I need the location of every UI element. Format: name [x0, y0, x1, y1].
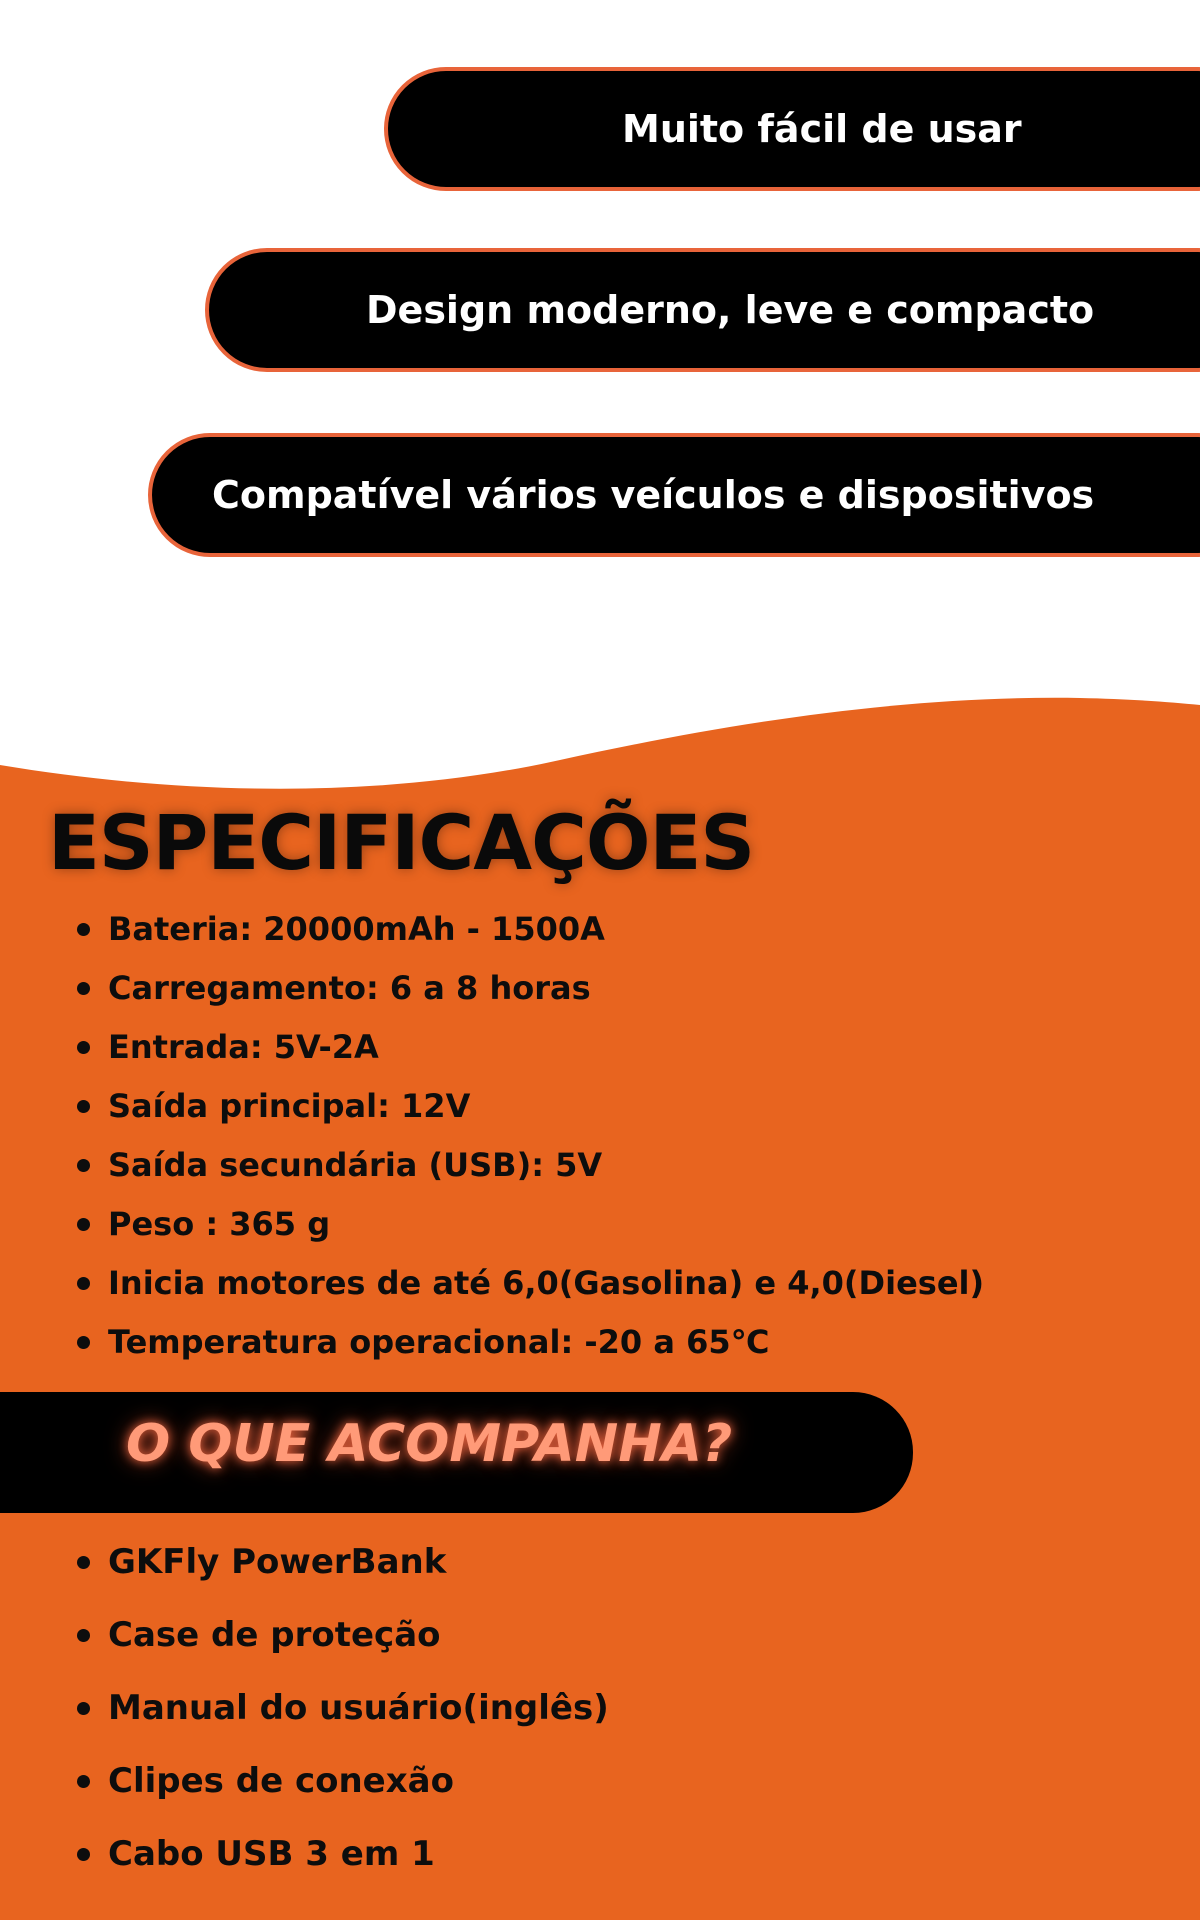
bullet-icon	[77, 1218, 90, 1231]
list-item	[0, 1200, 984, 1259]
included-heading: O QUE ACOMPANHA?	[126, 1414, 733, 1474]
bullet-icon	[77, 1775, 90, 1788]
list-item-text: Clipes de conexão	[108, 1761, 454, 1801]
specifications-list	[0, 905, 984, 1377]
specifications-heading: ESPECIFICAÇÕES	[48, 798, 755, 887]
bullet-icon	[77, 1100, 90, 1113]
bullet-icon	[77, 1277, 90, 1290]
bullet-icon	[77, 1848, 90, 1861]
list-item	[0, 1141, 984, 1200]
feature-pill-compatibility	[148, 433, 1200, 557]
list-item	[0, 1259, 984, 1318]
bullet-icon	[77, 1336, 90, 1349]
feature-pill-modern-design	[205, 248, 1200, 372]
list-item	[0, 1537, 609, 1610]
feature-pill-label: Muito fácil de usar	[622, 107, 1022, 151]
list-item-text: Carregamento: 6 a 8 horas	[108, 969, 591, 1007]
list-item	[0, 1318, 984, 1377]
bullet-icon	[77, 923, 90, 936]
list-item-text: Temperatura operacional: -20 a 65℃	[108, 1323, 770, 1361]
list-item	[0, 905, 984, 964]
list-item-text: GKFly PowerBank	[108, 1542, 447, 1582]
list-item	[0, 1082, 984, 1141]
included-items-list	[0, 1537, 609, 1902]
bullet-icon	[77, 1041, 90, 1054]
list-item	[0, 1023, 984, 1082]
list-item-text: Saída secundária (USB): 5V	[108, 1146, 603, 1184]
list-item	[0, 1610, 609, 1683]
list-item-text: Case de proteção	[108, 1615, 441, 1655]
list-item-text: Cabo USB 3 em 1	[108, 1834, 435, 1874]
feature-pill-easy-use	[384, 67, 1200, 191]
list-item-text: Peso : 365 g	[108, 1205, 331, 1243]
list-item	[0, 964, 984, 1023]
bullet-icon	[77, 1556, 90, 1569]
list-item-text: Bateria: 20000mAh - 1500A	[108, 910, 605, 948]
feature-pill-label: Compatível vários veículos e dispositivos	[212, 473, 1095, 517]
list-item-text: Entrada: 5V-2A	[108, 1028, 379, 1066]
feature-pill-label: Design moderno, leve e compacto	[366, 288, 1095, 332]
list-item	[0, 1683, 609, 1756]
list-item	[0, 1829, 609, 1902]
bullet-icon	[77, 1629, 90, 1642]
list-item-text: Manual do usuário(inglês)	[108, 1688, 609, 1728]
list-item	[0, 1756, 609, 1829]
bullet-icon	[77, 1702, 90, 1715]
bullet-icon	[77, 1159, 90, 1172]
list-item-text: Saída principal: 12V	[108, 1087, 471, 1125]
bullet-icon	[77, 982, 90, 995]
list-item-text: Inicia motores de até 6,0(Gasolina) e 4,0(Diesel)	[108, 1264, 985, 1302]
